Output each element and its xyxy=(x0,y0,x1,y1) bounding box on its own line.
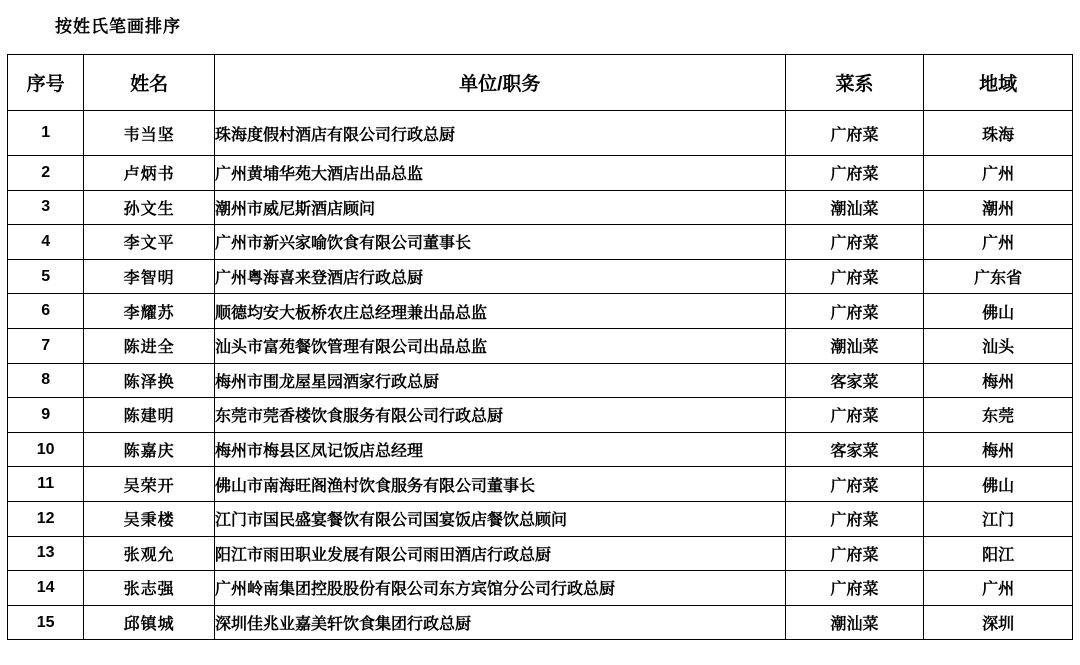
cell-index: 4 xyxy=(8,225,84,260)
cell-org: 梅州市梅县区凤记饭店总经理 xyxy=(214,432,785,467)
cell-org: 顺德均安大板桥农庄总经理兼出品总监 xyxy=(214,294,785,329)
cell-cuisine: 广府菜 xyxy=(785,571,924,606)
column-header-cuisine: 菜系 xyxy=(785,55,924,111)
cell-org: 汕头市富苑餐饮管理有限公司出品总监 xyxy=(214,328,785,363)
cell-org: 深圳佳兆业嘉美轩饮食集团行政总厨 xyxy=(214,605,785,640)
cell-index: 13 xyxy=(8,536,84,571)
cell-name: 邱镇城 xyxy=(84,605,215,640)
cell-area: 深圳 xyxy=(924,605,1073,640)
cell-area: 潮州 xyxy=(924,190,1073,225)
table-row xyxy=(8,398,1073,433)
cell-org: 珠海度假村酒店有限公司行政总厨 xyxy=(214,111,785,156)
cell-area: 广州 xyxy=(924,225,1073,260)
table-row xyxy=(8,294,1073,329)
cell-index: 10 xyxy=(8,432,84,467)
cell-index: 15 xyxy=(8,605,84,640)
page-title: 按姓氏笔画排序 xyxy=(55,17,181,36)
cell-name: 吴秉楼 xyxy=(84,501,215,536)
cell-area: 梅州 xyxy=(924,363,1073,398)
cell-index: 9 xyxy=(8,398,84,433)
cell-cuisine: 广府菜 xyxy=(785,536,924,571)
cell-org: 潮州市威尼斯酒店顾问 xyxy=(214,190,785,225)
table-row xyxy=(8,467,1073,502)
cell-area: 广州 xyxy=(924,156,1073,191)
cell-cuisine: 潮汕菜 xyxy=(785,190,924,225)
table-row xyxy=(8,259,1073,294)
cell-index: 14 xyxy=(8,571,84,606)
cell-area: 东莞 xyxy=(924,398,1073,433)
cell-cuisine: 广府菜 xyxy=(785,398,924,433)
cell-cuisine: 客家菜 xyxy=(785,363,924,398)
cell-area: 江门 xyxy=(924,501,1073,536)
cell-area: 佛山 xyxy=(924,467,1073,502)
cell-name: 陈泽换 xyxy=(84,363,215,398)
cell-org: 东莞市莞香楼饮食服务有限公司行政总厨 xyxy=(214,398,785,433)
cell-cuisine: 广府菜 xyxy=(785,259,924,294)
cell-org: 广州黄埔华苑大酒店出品总监 xyxy=(214,156,785,191)
column-header-org: 单位/职务 xyxy=(214,55,785,111)
roster-table xyxy=(7,54,1073,640)
cell-org: 广州市新兴家喻饮食有限公司董事长 xyxy=(214,225,785,260)
cell-index: 6 xyxy=(8,294,84,329)
column-header-index: 序号 xyxy=(8,55,84,111)
cell-area: 广东省 xyxy=(924,259,1073,294)
cell-cuisine: 广府菜 xyxy=(785,225,924,260)
cell-org: 广州粤海喜来登酒店行政总厨 xyxy=(214,259,785,294)
cell-cuisine: 广府菜 xyxy=(785,111,924,156)
cell-org: 梅州市围龙屋星园酒家行政总厨 xyxy=(214,363,785,398)
table-header xyxy=(8,55,1073,111)
column-header-area: 地域 xyxy=(924,55,1073,111)
roster-table-container xyxy=(7,54,1073,640)
cell-name: 陈建明 xyxy=(84,398,215,433)
cell-name: 陈进全 xyxy=(84,328,215,363)
cell-index: 1 xyxy=(8,111,84,156)
cell-name: 韦当坚 xyxy=(84,111,215,156)
cell-name: 李智明 xyxy=(84,259,215,294)
cell-cuisine: 广府菜 xyxy=(785,294,924,329)
cell-index: 12 xyxy=(8,501,84,536)
cell-index: 2 xyxy=(8,156,84,191)
table-row xyxy=(8,571,1073,606)
cell-area: 广州 xyxy=(924,571,1073,606)
cell-org: 江门市国民盛宴餐饮有限公司国宴饭店餐饮总顾问 xyxy=(214,501,785,536)
cell-name: 张志强 xyxy=(84,571,215,606)
table-row xyxy=(8,328,1073,363)
cell-name: 李耀苏 xyxy=(84,294,215,329)
cell-index: 3 xyxy=(8,190,84,225)
table-row xyxy=(8,501,1073,536)
cell-area: 珠海 xyxy=(924,111,1073,156)
cell-org: 佛山市南海旺阁渔村饮食服务有限公司董事长 xyxy=(214,467,785,502)
cell-index: 5 xyxy=(8,259,84,294)
cell-area: 梅州 xyxy=(924,432,1073,467)
cell-cuisine: 广府菜 xyxy=(785,467,924,502)
table-row xyxy=(8,536,1073,571)
cell-name: 孙文生 xyxy=(84,190,215,225)
cell-cuisine: 潮汕菜 xyxy=(785,328,924,363)
table-row xyxy=(8,605,1073,640)
cell-org: 广州岭南集团控股股份有限公司东方宾馆分公司行政总厨 xyxy=(214,571,785,606)
table-row xyxy=(8,156,1073,191)
cell-name: 吴荣开 xyxy=(84,467,215,502)
table-row xyxy=(8,432,1073,467)
cell-name: 卢炳书 xyxy=(84,156,215,191)
cell-cuisine: 广府菜 xyxy=(785,156,924,191)
table-header-row xyxy=(8,55,1073,111)
cell-name: 张观允 xyxy=(84,536,215,571)
cell-name: 陈嘉庆 xyxy=(84,432,215,467)
table-row xyxy=(8,363,1073,398)
column-header-name: 姓名 xyxy=(84,55,215,111)
cell-cuisine: 广府菜 xyxy=(785,501,924,536)
cell-index: 11 xyxy=(8,467,84,502)
cell-name: 李文平 xyxy=(84,225,215,260)
cell-org: 阳江市雨田职业发展有限公司雨田酒店行政总厨 xyxy=(214,536,785,571)
cell-area: 佛山 xyxy=(924,294,1073,329)
table-body xyxy=(8,111,1073,640)
table-row xyxy=(8,111,1073,156)
cell-index: 8 xyxy=(8,363,84,398)
table-row xyxy=(8,190,1073,225)
cell-area: 汕头 xyxy=(924,328,1073,363)
cell-index: 7 xyxy=(8,328,84,363)
table-row xyxy=(8,225,1073,260)
cell-cuisine: 潮汕菜 xyxy=(785,605,924,640)
cell-area: 阳江 xyxy=(924,536,1073,571)
cell-cuisine: 客家菜 xyxy=(785,432,924,467)
